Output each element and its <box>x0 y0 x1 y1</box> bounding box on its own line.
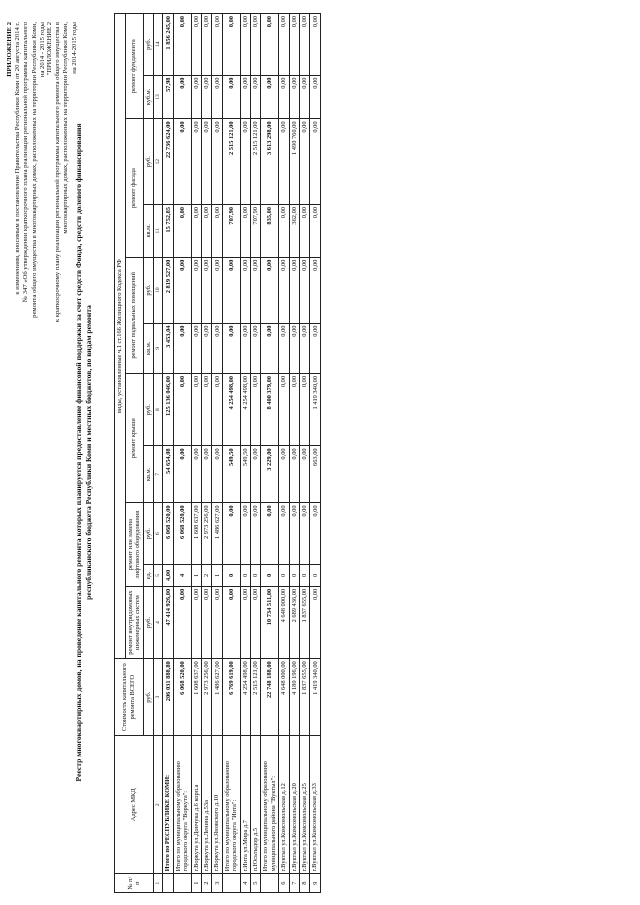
row-basement-area: 0,00 <box>202 323 212 373</box>
row-internal-systems: 47 414 926,00 <box>163 586 173 658</box>
row-number: 3 <box>212 874 222 893</box>
appendix-text-line: № 347 «Об утверждении краткосрочного плана реализации региональной программы капитального <box>22 22 30 303</box>
col-header-address: Адрес МКД <box>115 736 154 874</box>
table-row <box>279 14 289 893</box>
row-roof-area: 0,00 <box>300 446 310 503</box>
row-foundation-cost: 0,00 <box>300 14 310 76</box>
row-facade-cost: 0,00 <box>191 119 201 205</box>
row-internal-systems: 0,00 <box>202 586 212 658</box>
table-row <box>300 14 310 893</box>
row-address: Итого по муниципальному образованию городского округа "Инта": <box>222 736 240 874</box>
row-foundation-cost: 0,00 <box>310 14 320 76</box>
row-roof-cost: 0,00 <box>191 373 201 445</box>
registry-body <box>163 14 321 893</box>
row-facade-area: 0,00 <box>240 205 250 258</box>
row-number <box>261 874 279 893</box>
column-index-cell: 13 <box>154 75 163 119</box>
row-roof-area: 0,00 <box>191 446 201 503</box>
row-address: г.Вуктыл ул.Комсомольская д.20 <box>289 736 299 874</box>
row-basement-cost: 2 819 527,00 <box>163 257 173 323</box>
row-foundation-volume: 0,00 <box>289 75 299 119</box>
row-total-cost: 1 419 340,00 <box>310 659 320 736</box>
row-basement-cost: 0,00 <box>240 257 250 323</box>
row-facade-area: 15 752,85 <box>163 205 173 258</box>
row-roof-cost: 4 254 498,00 <box>222 373 240 445</box>
row-elevator-units: 0 <box>279 564 289 586</box>
row-foundation-volume: 0,00 <box>202 75 212 119</box>
row-elevator-cost: 0,00 <box>310 503 320 564</box>
row-roof-cost: 0,00 <box>289 373 299 445</box>
plan-appendix-label: "ПРИЛОЖЕНИЕ 2 <box>46 22 53 76</box>
row-facade-area: 362,00 <box>289 205 299 258</box>
row-total-cost: 4 648 000,00 <box>279 659 289 736</box>
row-facade-cost: 2 515 121,00 <box>251 119 261 205</box>
row-basement-cost: 0,00 <box>173 257 191 323</box>
column-index-cell: 4 <box>154 586 163 658</box>
row-facade-cost: 0,00 <box>279 119 289 205</box>
row-basement-area: 0,00 <box>222 323 240 373</box>
row-internal-systems: 0,00 <box>212 586 222 658</box>
row-facade-cost: 0,00 <box>202 119 212 205</box>
row-address: г.Вуктыл ул.Комсомольская д.25 <box>300 736 310 874</box>
column-index-cell: 10 <box>154 257 163 323</box>
row-address: г.Вуктыл ул.Комсомольская д.33 <box>310 736 320 874</box>
registry-table <box>114 13 321 893</box>
plan-appendix-text-line: на 2014-2015 годы <box>70 22 78 74</box>
row-elevator-cost: 0,00 <box>251 503 261 564</box>
column-index-cell: 1 <box>154 874 163 893</box>
row-facade-cost: 2 515 121,00 <box>222 119 240 205</box>
row-elevator-cost: 1 608 637,00 <box>191 503 201 564</box>
row-basement-cost: 0,00 <box>261 257 279 323</box>
row-address: г.Вуктыл ул.Комсомольская д.12 <box>279 736 289 874</box>
row-total-cost: 4 254 498,00 <box>240 659 250 736</box>
row-roof-area: 549,50 <box>222 446 240 503</box>
appendix-text-line: ремонта общего имущества в многоквартирных домах, расположенных на территории Республики Коми, <box>30 22 38 318</box>
col-header-basement: ремонт подвальных помещений <box>125 257 143 373</box>
row-foundation-volume: 57,98 <box>163 75 173 119</box>
table-row <box>240 14 250 893</box>
row-foundation-volume: 0,00 <box>279 75 289 119</box>
row-foundation-volume: 0,00 <box>173 75 191 119</box>
row-total-cost: 1 608 637,00 <box>191 659 201 736</box>
row-foundation-cost: 0,00 <box>251 14 261 76</box>
row-foundation-cost: 0,00 <box>261 14 279 76</box>
row-roof-area: 0,00 <box>202 446 212 503</box>
row-foundation-cost: 0,00 <box>202 14 212 76</box>
row-facade-cost: 0,00 <box>173 119 191 205</box>
unit-ed: ед. <box>143 564 154 586</box>
row-roof-cost: 0,00 <box>173 373 191 445</box>
row-total-cost: 6 068 520,00 <box>173 659 191 736</box>
row-address: Итого по муниципальному образованию муниципального района "Вуктыл": <box>261 736 279 874</box>
row-internal-systems: 0,00 <box>191 586 201 658</box>
row-basement-cost: 0,00 <box>191 257 201 323</box>
title-line: республиканского бюджета Республики Коми и местных бюджетов, по видам ремонта <box>83 305 93 600</box>
row-roof-area: 0,00 <box>279 446 289 503</box>
unit-rub: руб. <box>143 14 154 76</box>
unit-rub: руб. <box>143 659 154 736</box>
row-internal-systems: 0,00 <box>251 586 261 658</box>
row-address: Итого по РЕСПУБЛИКЕ КОМИ: <box>163 736 173 874</box>
column-index-cell: 6 <box>154 503 163 564</box>
unit-rub: руб. <box>143 586 154 658</box>
column-index-cell: 5 <box>154 564 163 586</box>
table-row <box>212 14 222 893</box>
row-facade-area: 707,90 <box>222 205 240 258</box>
row-elevator-units: 0 <box>300 564 310 586</box>
row-elevator-cost: 6 068 520,00 <box>163 503 173 564</box>
row-number: 6 <box>279 874 289 893</box>
row-facade-area: 0,00 <box>300 205 310 258</box>
appendix-text-line: на 2014 - 2015 годы <box>38 22 46 78</box>
row-elevator-cost: 0,00 <box>289 503 299 564</box>
row-basement-area: 0,00 <box>173 323 191 373</box>
row-facade-cost: 1 490 760,00 <box>289 119 299 205</box>
row-basement-area: 0,00 <box>289 323 299 373</box>
row-roof-cost: 0,00 <box>202 373 212 445</box>
row-facade-area: 0,00 <box>279 205 289 258</box>
column-index-cell: 14 <box>154 14 163 76</box>
row-basement-cost: 0,00 <box>279 257 289 323</box>
row-facade-cost: 0,00 <box>212 119 222 205</box>
row-basement-area: 0,00 <box>191 323 201 373</box>
row-roof-area: 549,50 <box>240 446 250 503</box>
row-roof-cost: 1 419 340,00 <box>310 373 320 445</box>
row-basement-cost: 0,00 <box>300 257 310 323</box>
row-elevator-cost: 0,00 <box>300 503 310 564</box>
column-index-cell: 3 <box>154 659 163 736</box>
row-foundation-volume: 0,00 <box>261 75 279 119</box>
plan-appendix-text-line: к краткосрочному плану реализации региональной программы капитального ремонта общего имущества в <box>54 22 62 323</box>
row-roof-cost: 4 254 498,00 <box>240 373 250 445</box>
row-internal-systems: 0,00 <box>240 586 250 658</box>
table-row <box>289 14 299 893</box>
row-foundation-cost: 0,00 <box>173 14 191 76</box>
row-number: 5 <box>251 874 261 893</box>
row-internal-systems: 2 689 436,00 <box>289 586 299 658</box>
row-facade-area: 0,00 <box>202 205 212 258</box>
subtotal-row <box>261 14 279 893</box>
row-roof-area: 3 229,00 <box>261 446 279 503</box>
row-elevator-units: 0 <box>261 564 279 586</box>
column-index-cell: 8 <box>154 373 163 445</box>
row-elevator-cost: 0,00 <box>240 503 250 564</box>
row-number: 2 <box>202 874 212 893</box>
row-elevator-cost: 6 068 520,00 <box>173 503 191 564</box>
row-total-cost: 1 486 627,00 <box>212 659 222 736</box>
row-total-cost: 206 031 888,80 <box>163 659 173 736</box>
unit-rub: руб. <box>143 373 154 445</box>
appendix-header <box>6 22 47 318</box>
unit-sqm: кв.м. <box>143 446 154 503</box>
row-elevator-units: 1 <box>212 564 222 586</box>
column-index-cell: 11 <box>154 205 163 258</box>
unit-cubm: куб.м. <box>143 75 154 119</box>
row-basement-area: 0,00 <box>300 323 310 373</box>
row-roof-cost: 125 136 046,00 <box>163 373 173 445</box>
row-roof-cost: 0,00 <box>300 373 310 445</box>
row-basement-cost: 0,00 <box>289 257 299 323</box>
row-number: 7 <box>289 874 299 893</box>
row-roof-area: 0,00 <box>289 446 299 503</box>
row-total-cost: 1 837 655,00 <box>300 659 310 736</box>
row-elevator-units: 4,00 <box>163 564 173 586</box>
grand-total-row <box>163 14 173 893</box>
row-roof-area: 0,00 <box>212 446 222 503</box>
row-internal-systems: 1 837 655,00 <box>300 586 310 658</box>
appendix-label: ПРИЛОЖЕНИЕ 2 <box>6 22 13 77</box>
row-elevator-units: 0 <box>222 564 240 586</box>
row-foundation-cost: 0,00 <box>289 14 299 76</box>
row-basement-cost: 0,00 <box>212 257 222 323</box>
row-total-cost: 6 769 619,00 <box>222 659 240 736</box>
registry-table-wrapper <box>114 13 321 893</box>
col-header-foundation: ремонт фундамента <box>125 14 143 119</box>
row-facade-area: 0,00 <box>310 205 320 258</box>
row-internal-systems: 0,00 <box>310 586 320 658</box>
row-roof-cost: 0,00 <box>251 373 261 445</box>
row-address: Итого по муниципальному образованию городского округа "Воркута": <box>173 736 191 874</box>
col-header-roof: ремонт крыши <box>125 373 143 502</box>
column-index-cell: 2 <box>154 736 163 874</box>
row-facade-cost: 0,00 <box>310 119 320 205</box>
table-row <box>310 14 320 893</box>
subtotal-row <box>173 14 191 893</box>
row-foundation-volume: 0,00 <box>212 75 222 119</box>
row-basement-cost: 0,00 <box>202 257 212 323</box>
row-roof-area: 0,00 <box>173 446 191 503</box>
row-foundation-cost: 0,00 <box>240 14 250 76</box>
row-roof-cost: 8 400 379,00 <box>261 373 279 445</box>
row-basement-area: 0,00 <box>251 323 261 373</box>
row-basement-area: 3 453,04 <box>163 323 173 373</box>
row-number <box>173 874 191 893</box>
col-header-total-cost: Стоимость капитального ремонта ВСЕГО <box>115 659 144 736</box>
subtotal-row <box>222 14 240 893</box>
unit-rub: руб. <box>143 503 154 564</box>
plan-appendix-text-line: многоквартирных домах, расположенных на территории Республики Коми, <box>62 22 70 234</box>
row-elevator-units: 0 <box>289 564 299 586</box>
row-roof-cost: 0,00 <box>279 373 289 445</box>
row-elevator-cost: 1 486 627,00 <box>212 503 222 564</box>
row-total-cost: 4 180 196,00 <box>289 659 299 736</box>
row-foundation-volume: 0,00 <box>191 75 201 119</box>
row-number: 9 <box>310 874 320 893</box>
row-foundation-cost: 0,00 <box>191 14 201 76</box>
row-foundation-cost: 1 856 245,00 <box>163 14 173 76</box>
row-roof-area: 54 654,08 <box>163 446 173 503</box>
row-number <box>222 874 240 893</box>
col-header-elevator: ремонт или замена лифтового оборудования <box>125 503 143 586</box>
row-number <box>163 874 173 893</box>
table-row <box>202 14 212 893</box>
column-index-cell: 9 <box>154 323 163 373</box>
row-facade-cost: 3 613 298,00 <box>261 119 279 205</box>
row-facade-area: 707,90 <box>251 205 261 258</box>
row-facade-area: 0,00 <box>191 205 201 258</box>
col-header-num: № п/п <box>115 874 154 893</box>
row-elevator-units: 1 <box>191 564 201 586</box>
row-foundation-volume: 0,00 <box>251 75 261 119</box>
row-roof-area: 0,00 <box>251 446 261 503</box>
row-internal-systems: 4 648 000,00 <box>279 586 289 658</box>
row-foundation-cost: 0,00 <box>212 14 222 76</box>
row-address: г.Воркута ул.Ленина д.53а <box>202 736 212 874</box>
row-basement-area: 0,00 <box>261 323 279 373</box>
row-internal-systems: 10 734 511,00 <box>261 586 279 658</box>
row-elevator-units: 4 <box>173 564 191 586</box>
row-facade-area: 0,00 <box>212 205 222 258</box>
row-basement-area: 0,00 <box>212 323 222 373</box>
row-roof-cost: 0,00 <box>212 373 222 445</box>
table-row <box>251 14 261 893</box>
row-address: г.Воркута ул.Дончука д.6 корп.а <box>191 736 201 874</box>
unit-rub: руб. <box>143 119 154 205</box>
row-facade-cost: 0,00 <box>240 119 250 205</box>
row-facade-cost: 22 736 624,00 <box>163 119 173 205</box>
row-facade-cost: 0,00 <box>300 119 310 205</box>
row-elevator-cost: 0,00 <box>279 503 289 564</box>
row-foundation-cost: 0,00 <box>279 14 289 76</box>
row-basement-cost: 0,00 <box>222 257 240 323</box>
row-elevator-units: 0 <box>251 564 261 586</box>
row-number: 4 <box>240 874 250 893</box>
row-basement-area: 0,00 <box>240 323 250 373</box>
row-elevator-cost: 2 973 256,00 <box>202 503 212 564</box>
row-foundation-volume: 0,00 <box>222 75 240 119</box>
appendix-text-line: к изменениям, вносимым в постановление Правительства Республики Коми от 20 августа 2014 г. <box>14 22 22 295</box>
row-foundation-volume: 0,00 <box>300 75 310 119</box>
row-facade-area: 835,00 <box>261 205 279 258</box>
row-elevator-cost: 0,00 <box>222 503 240 564</box>
unit-sqm: кв.м. <box>143 205 154 258</box>
row-address: г.Воркута ул.Яновского д.10 <box>212 736 222 874</box>
row-address: п.Юсьтыдор д.5 <box>251 736 261 874</box>
unit-rub: руб. <box>143 257 154 323</box>
table-row <box>191 14 201 893</box>
row-roof-area: 663,00 <box>310 446 320 503</box>
row-number: 1 <box>191 874 201 893</box>
row-basement-cost: 0,00 <box>251 257 261 323</box>
unit-sqm: кв.м. <box>143 323 154 373</box>
row-number: 8 <box>300 874 310 893</box>
column-index-cell: 12 <box>154 119 163 205</box>
row-basement-cost: 0,00 <box>310 257 320 323</box>
row-address: г.Инта ул.Мира д.7 <box>240 736 250 874</box>
column-index-row <box>154 14 163 893</box>
col-header-internal: ремонт внутридомовых инженерных систем <box>125 586 143 658</box>
row-elevator-units: 0 <box>240 564 250 586</box>
row-foundation-volume: 0,00 <box>240 75 250 119</box>
column-index-cell: 7 <box>154 446 163 503</box>
title-line: Реестр многоквартирных домов, на проведение капитального ремонта которых планируется предоставление финансовой поддержки за счет средств Фонда, средств долевого финансирования <box>74 123 83 782</box>
row-total-cost: 22 748 188,00 <box>261 659 279 736</box>
row-internal-systems: 0,00 <box>173 586 191 658</box>
row-foundation-cost: 0,00 <box>222 14 240 76</box>
row-basement-area: 0,00 <box>279 323 289 373</box>
document-title <box>74 40 93 865</box>
row-basement-area: 0,00 <box>310 323 320 373</box>
col-header-facade: ремонт фасада <box>125 119 143 257</box>
row-facade-area: 0,00 <box>173 205 191 258</box>
row-elevator-units: 0 <box>310 564 320 586</box>
row-total-cost: 2 515 121,00 <box>251 659 261 736</box>
col-header-group: виды, установленные ч.1 ст.166 Жилищного Кодекса РФ <box>115 14 126 659</box>
row-elevator-cost: 0,00 <box>261 503 279 564</box>
row-foundation-volume: 0,00 <box>310 75 320 119</box>
row-total-cost: 2 973 256,00 <box>202 659 212 736</box>
row-elevator-units: 2 <box>202 564 212 586</box>
row-internal-systems: 0,00 <box>222 586 240 658</box>
